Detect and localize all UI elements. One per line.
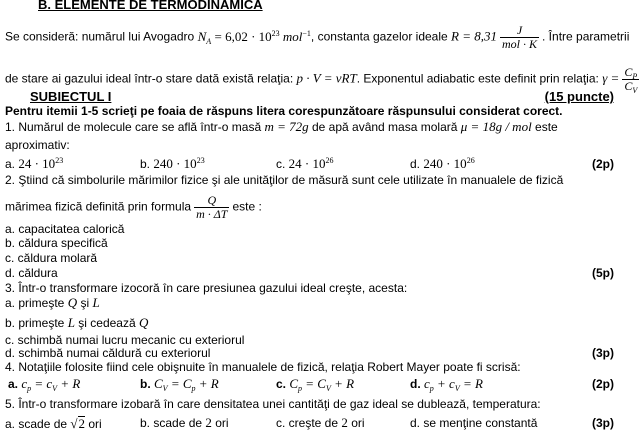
- gamma-fraction: $\frac{C_P}{C_V}$: [624, 65, 638, 95]
- q2-option-a: a. capacitatea calorică: [5, 222, 125, 236]
- q5-option-d: d. se menţine constantă: [410, 416, 538, 430]
- q4-line-1: 4. Notaţiile folosite fiind cele obişnuite în manualele de fizică, relaţia Robert Mayer poate fi scrisă:: [5, 360, 521, 374]
- subject-points: (15 puncte): [544, 89, 614, 104]
- R-unit-fraction: $\frac{J}{\text{mol · K}}$: [502, 23, 538, 51]
- q5-option-b: b. scade de 2 ori: [140, 415, 229, 430]
- q5-option-c: c. creşte de 2 ori: [276, 415, 365, 430]
- q1-line-2: aproximativ:: [5, 138, 70, 152]
- intro-line-1: Se consideră: numărul lui Avogadro $N_A = 6,02 \cdot 10^{23}$ mol$^{-1}$, constanta gazelor ideale R = 8,31 $\frac{J}{\text{mol · K}}$ . Între parametrii: [5, 23, 630, 51]
- q4-option-a: a. $c_p = c_V + R$: [8, 376, 81, 393]
- q1-points: (2p): [592, 157, 614, 171]
- q1-line-1: 1. Numărul de molecule care se află într-o masă m = 72g de apă având masa molară μ = 18g / mol este: [5, 119, 558, 134]
- q2-option-d: d. căldura: [5, 266, 58, 280]
- section-title: B. ELEMENTE DE TERMODINAMICA: [38, 0, 263, 12]
- q2-option-b: b. căldura specifică: [5, 236, 108, 250]
- q1-option-c: c. $24 \cdot 10^{26}$: [276, 156, 334, 171]
- subject-title: SUBIECTUL I: [30, 89, 112, 104]
- q5-line-1: 5. Într-o transformare izobară în care densitatea unei cantităţi de gaz ideal se dublează, temperatura:: [5, 397, 541, 411]
- q5-points: (3p): [592, 416, 614, 430]
- q4-option-d: d. $c_p + c_V = R$: [410, 376, 483, 393]
- q1-option-b: b. $240 \cdot 10^{23}$: [140, 156, 205, 171]
- q4-option-b: b. $C_V = C_p + R$: [140, 376, 219, 393]
- intro-line-2: de stare ai gazului ideal într-o stare dată există relaţia: p · V = νRT. Exponentul adiabatic este definit prin relaţia: γ = $\frac{C_P}{C_V}$: [5, 65, 638, 95]
- q2-line-1: 2. Ştiind că simbolurile mărimilor fizice şi ale unităţilor de măsură sunt cele utilizate în manualele de fizică: [5, 173, 564, 187]
- q5-option-a: a. scade de √2 ori: [5, 416, 102, 431]
- q3-points: (3p): [592, 346, 614, 360]
- q3-option-b: b. primeşte L şi cedează Q: [5, 315, 149, 330]
- q1-option-d: d. $240 \cdot 10^{26}$: [410, 156, 475, 171]
- q1-option-a: a. $24 \cdot 10^{23}$: [5, 156, 64, 171]
- q4-points: (2p): [592, 377, 614, 391]
- q3-option-d: d. schimbă numai căldură cu exteriorul: [5, 346, 211, 360]
- q2-option-c: c. căldura molară: [5, 251, 98, 265]
- q3-option-a: a. primeşte Q şi L: [5, 295, 100, 310]
- q4-option-c: c. $C_p = C_V + R$: [276, 376, 355, 393]
- q2-points: (5p): [592, 266, 614, 280]
- q2-line-2: mărimea fizică definită prin formula $\frac{Q}{m \cdot \Delta T}$ este :: [5, 193, 262, 221]
- q3-line-1: 3. Într-o transformare izocoră în care presiunea gazului ideal creşte, acesta:: [5, 281, 408, 295]
- instructions: Pentru itemii 1-5 scrieţi pe foaia de răspuns litera corespunzătoare răspunsului considerat corect.: [5, 104, 563, 118]
- q3-option-c: c. schimbă numai lucru mecanic cu exteriorul: [5, 333, 245, 347]
- q2-formula-fraction: $\frac{Q}{m \cdot \Delta T}$: [196, 193, 228, 221]
